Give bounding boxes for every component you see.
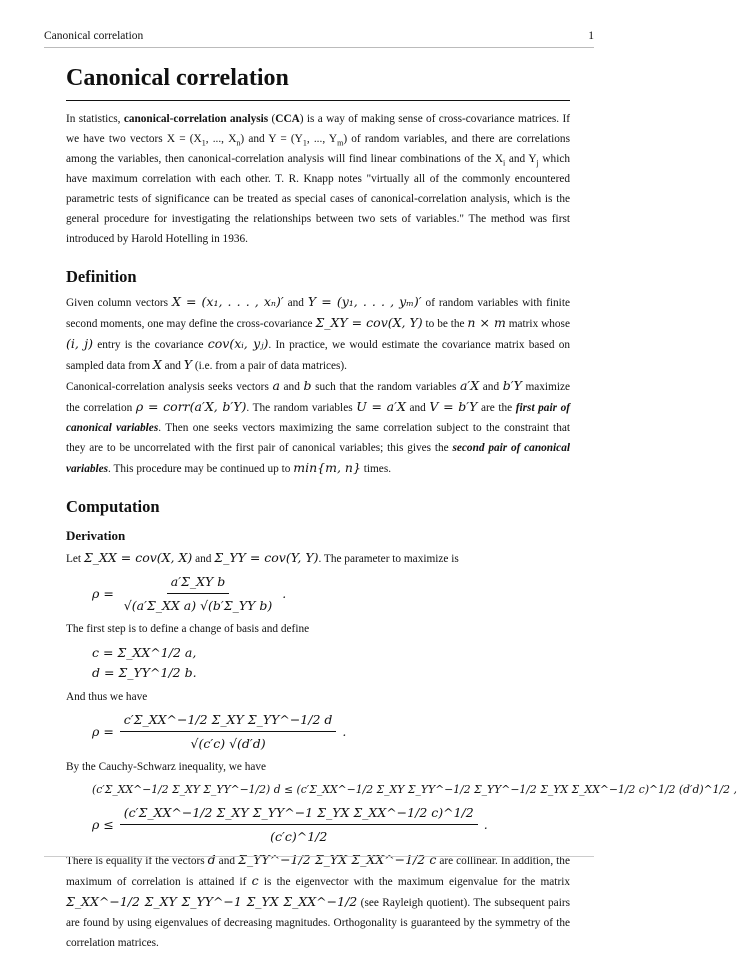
- equation-change-of-basis: c = Σ_XX^1/2 a, d = Σ_YY^1/2 b.: [92, 645, 197, 680]
- article-title: Canonical correlation: [66, 62, 570, 101]
- thus-text: And thus we have: [66, 691, 148, 703]
- math-inline: Σ_YY^−1/2 Σ_YX Σ_XX^−1/2 c: [238, 852, 437, 867]
- running-header: [44, 30, 594, 42]
- term-second-pair: second pair of canonical variables: [66, 442, 570, 475]
- equality-paragraph: There is equality if the vectors d and Σ_YY^−1/2 Σ_YX Σ_XX^−1/2 c are collinear. In addition, the maximum of correlation is attained if c is the eigenvector with the maximum eigenvalue for the matrix Σ_XX^−1/2 Σ_XY Σ_YY^−1 Σ_YX Σ_XX^−1/2 (see Rayleigh quotient). The subsequent pairs are found by using eigenvalues of decreasing magnitudes. Orthogonality is guaranteed by the symmetry of the correlation matrices.: [66, 852, 570, 949]
- definition-paragraph-1: Given column vectors X = (x₁, . . . , xₙ)′ and Y = (y₁, . . . , yₘ)′ of random variables with finite second moments, one may define the cross-covariance Σ_XY = cov(X, Y) to be the n × m matrix whose (i, j) entry is the covariance cov(xᵢ, yⱼ). In practice, we would estimate the covariance matrix based on sampled data from X and Y (i.e. from a pair of data matrices).: [66, 294, 571, 372]
- page-number: 1: [588, 30, 594, 42]
- term-cca-long: canonical-correlation analysis: [123, 113, 269, 125]
- section-heading-definition: Definition: [66, 267, 137, 286]
- equation-rho-bound: ρ ≤ $\frac{\text{(c′Σ\_XX\textasciicircum{}−1/2 Σ\_XY Σ\_YY\textasciicircum{}−1 Σ\_YX Σ\_XX\textasciicircum{}−1/2 c)\textasciicircum{}1/2}}{(c'c)\^{}1/2}$ .: [92, 805, 488, 844]
- math-inline: V = b′Y: [429, 399, 478, 414]
- math-inline: b′Y: [502, 378, 522, 393]
- intro-paragraph: In statistics, canonical-correlation analysis (CCA) is a way of making sense of cross-covariance matrices. If we have two vectors $X = (X_1$, ..., $X_n$) and $Y = (Y_1$, ..., $Y_m$) of random variables, and there are correlations among the variables, then canonical-correlation analysis will find linear combinations of the $X_i$ and $Y_j$ which have maximum correlation with each other. T. R. Knapp notes "virtually all of the commonly encountered parametric tests of significance can be treated as special cases of canonical-correlation analysis, which is the general procedure for investigating the relationships between two sets of variables." The method was first introduced by Harold Hotelling in 1936.: [66, 113, 571, 245]
- header-divider: [44, 47, 594, 48]
- math-inline: Y: [183, 357, 193, 372]
- math-inline: n × m: [467, 315, 506, 330]
- math-inline: b: [303, 378, 312, 393]
- math-inline: U = a′X: [356, 399, 406, 414]
- math-inline: X = (x₁, . . . , xₙ)′: [171, 294, 284, 309]
- math-inline: Σ_XX^−1/2 Σ_XY Σ_YY^−1 Σ_YX Σ_XX^−1/2: [66, 894, 358, 909]
- equation-cauchy-schwarz: (c′Σ_XX^−1/2 Σ_XY Σ_YY^−1/2) d ≤ (c′Σ_XX^−1/2 Σ_XY Σ_YY^−1/2 Σ_YY^−1/2 Σ_YX Σ_XX^−1/2 c)^1/2 (d′d)^1/2 ,: [92, 783, 737, 796]
- math-inline: Σ_XY = cov(X, Y): [315, 315, 423, 330]
- first-step-text: The first step is to define a change of basis and define: [66, 623, 310, 635]
- article-body: [66, 62, 737, 953]
- math-inline: c: [251, 873, 259, 888]
- footer-divider: [44, 856, 594, 857]
- section-heading-computation: Computation: [66, 497, 160, 516]
- running-title: Canonical correlation: [44, 30, 144, 42]
- math-inline: a: [272, 378, 280, 393]
- math-inline: a′X: [459, 378, 480, 393]
- math-inline: Σ_XX = cov(X, X): [83, 550, 193, 565]
- cauchy-text: By the Cauchy-Schwarz inequality, we have: [66, 761, 267, 773]
- term-cca-abbrev: CCA: [275, 113, 300, 125]
- math-inline: min{m, n}: [293, 460, 361, 475]
- math-inline: Σ_YY = cov(Y, Y): [214, 550, 319, 565]
- equation-rho-transformed: ρ = $\frac{\text{c′Σ\_XX\textasciicircum{}−1/2 Σ\_XY Σ\_YY\textasciicircum{}−1/2 d}}{√(c'c) √(d'd)}$ .: [92, 712, 347, 751]
- math-inline: X: [152, 357, 162, 372]
- subsection-heading-derivation: Derivation: [66, 528, 126, 543]
- equation-rho: ρ = $\frac{\text{a′Σ\_XY b}}{\text{√(a′Σ\_XX a) √(b′Σ\_YY b)}}$ .: [92, 574, 287, 613]
- math-inline: cov(xᵢ, yⱼ): [207, 336, 269, 351]
- term-first-pair: first pair of canonical variables: [66, 402, 570, 434]
- math-inline: ρ = corr(a′X, b′Y): [135, 399, 247, 414]
- math-inline: Y = (y₁, . . . , yₘ)′: [307, 294, 422, 309]
- definition-paragraph-2: Canonical-correlation analysis seeks vectors a and b such that the random variables a′X and b′Y maximize the correlation ρ = corr(a′X, b′Y). The random variables U = a′X and V = b′Y are the first pair of canonical variables. Then one seeks vectors maximizing the same correlation subject to the constraint that they are to be uncorrelated with the first pair of canonical variables; this gives the second pair of canonical variables. This procedure may be continued up to min{m, n} times.: [66, 378, 570, 475]
- math-inline: d: [207, 852, 216, 867]
- math-inline: (i, j): [66, 336, 94, 351]
- derivation-let: Let Σ_XX = cov(X, X) and Σ_YY = cov(Y, Y). The parameter to maximize is: [66, 550, 459, 565]
